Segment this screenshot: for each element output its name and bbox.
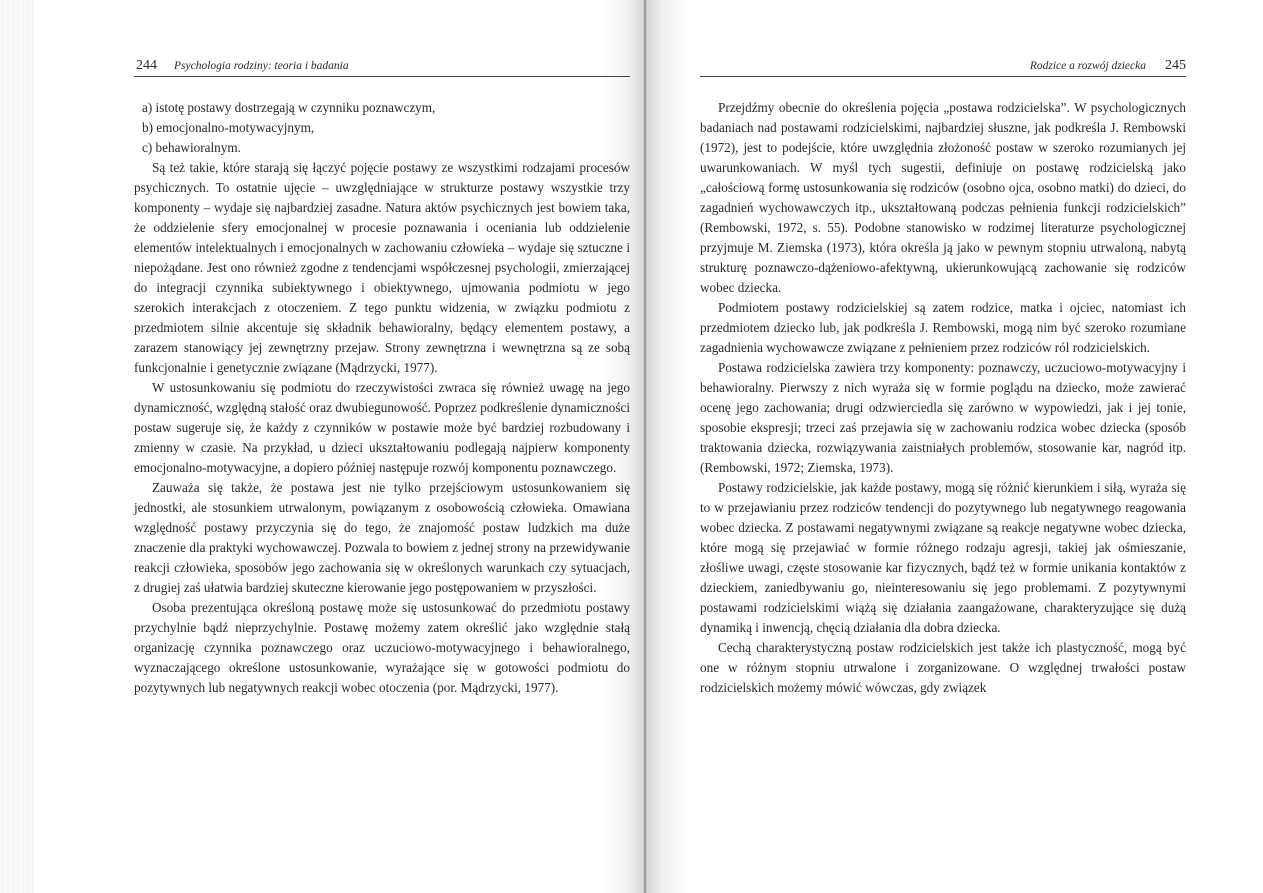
left-running-head	[134, 58, 630, 77]
left-paragraph-4: Osoba prezentująca określoną postawę może się ustosunkować do przedmiotu postawy przychylnie bądź nieprzychylnie. Postawę możemy zatem określić jako względnie stałą organizację czynnika poznawczego oraz uczuciowo-motywacyjnego i behawioralnego, wyznaczającego określone ustosunkowanie, wyrażające się w gotowości podmiotu do pozytywnych lub negatywnych reakcji wobec otoczenia (por. Mądrzycki, 1977).	[134, 600, 630, 695]
right-page-number: 245	[1165, 58, 1186, 73]
left-page-number: 244	[136, 58, 157, 73]
right-paragraph-1: Przejdźmy obecnie do określenia pojęcia „postawa rodzicielska”. W psychologicznych badaniach nad postawami rodzicielskimi, najbardziej słuszne, jak podkreśla J. Rembowski (1972), jest to podejście, które uwzględnia złożoność postaw w szeroko rozumianych jej uwarunkowaniach. W myśl tych sugestii, definiuje on postawę rodzicielską jako „całościową formę ustosunkowania się rodziców (osobno ojca, osobno matki) do dzieci, do zagadnień wychowawczych itp., ukształtowaną podczas pełnienia funkcji rodzicielskich” (Rembowski, 1972, s. 55). Podobne stanowisko w rodzimej literaturze psychologicznej przyjmuje M. Ziemska (1973), która określa ją jako w pewnym stopniu utrwaloną, nabytą strukturę poznawczo-dążeniowo-afektywną, ukierunkowującą zachowanie się rodziców wobec dziecka.	[700, 100, 1186, 295]
right-paragraph-2: Podmiotem postawy rodzicielskiej są zatem rodzice, matka i ojciec, natomiast ich przedmiotem dziecko lub, jak podkreśla J. Rembowski, mogą nim być szeroko rozumiane zagadnienia wychowawcze związane z pełnieniem przez rodziców ról rodzicielskich.	[700, 300, 1186, 355]
right-running-head	[700, 58, 1186, 77]
left-paragraph-2: W ustosunkowaniu się podmiotu do rzeczywistości zwraca się również uwagę na jego dynamiczność, względną stałość oraz dwubiegunowość. Poprzez podkreślenie dynamiczności postaw sugeruje się, że każdy z czynników w postawie może być bardziej rozbudowany i zmienny w czasie. Na przykład, u dzieci ukształtowaniu podlegają najpierw komponenty emocjonalno-motywacyjne, a dopiero później następuje rozwój komponentu poznawczego.	[134, 380, 630, 475]
right-paragraph-5: Cechą charakterystyczną postaw rodzicielskich jest także ich plastyczność, mogą być one w różnym stopniu utrwalone i zorganizowane. O względnej trwałości postaw rodzicielskich możemy mówić wówczas, gdy związek	[700, 640, 1186, 695]
right-body-text	[700, 98, 1186, 698]
right-paragraph-4: Postawy rodzicielskie, jak każde postawy, mogą się różnić kierunkiem i siłą, wyraża się to w przejawianiu przez rodziców tendencji do pozytywnego lub negatywnego reagowania wobec dziecka. Z postawami negatywnymi związane są reakcje negatywne wobec dziecka, które mogą się przejawiać w formie różnego rodzaju agresji, takiej jak ośmieszanie, złośliwe uwagi, częste stosowanie kar fizycznych, bądź też w formie unikania kontaktów z dzieckiem, zaniedbywaniu go, nieinteresowaniu się jego problemami. Z pozytywnymi postawami rodzicielskimi wiążą się działania zaangażowane, charakteryzujące się dużą dynamiką i inwencją, chęcią działania dla dobra dziecka.	[700, 480, 1186, 635]
right-running-title: Rodzice a rozwój dziecka	[1029, 60, 1146, 72]
list-item-b: b) emocjonalno-motywacyjnym,	[142, 120, 315, 135]
right-paragraph-3: Postawa rodzicielska zawiera trzy komponenty: poznawczy, uczuciowo-motywacyjny i behawioralny. Pierwszy z nich wyraża się w formie poglądu na dziecko, może zawierać ocenę jego zachowania; drugi odzwierciedla się zarówno w wypowiedzi, jak i jej tonie, sposobie ekspresji; trzeci zaś przejawia się w zachowaniu rodzica wobec dziecka (sposób traktowania dziecka, rozwiązywania zaistniałych problemów, stosowanie kar, nagród itp. (Rembowski, 1972; Ziemska, 1973).	[700, 360, 1186, 475]
left-paragraph-3: Zauważa się także, że postawa jest nie tylko przejściowym ustosunkowaniem się jednostki, ale stosunkiem utrwalonym, powiązanym z osobowością człowieka. Omawiana względność postawy przyczynia się do tego, że znajomość postaw ludzkich ma duże znaczenie dla praktyki wychowawczej. Pozwala to bowiem z jednej strony na przewidywanie reakcji człowieka, sposobów jego zachowania się w określonych warunkach czy sytuacjach, z drugiej zaś ułatwia bardziej skuteczne kierowanie jego postępowaniem w przyszłości.	[134, 480, 630, 595]
scan-edge-left	[0, 0, 34, 893]
list-item-a: a) istotę postawy dostrzegają w czynniku poznawczym,	[142, 100, 436, 115]
left-body-text	[134, 98, 630, 698]
left-running-title: Psychologia rodziny: teoria i badania	[174, 60, 349, 72]
left-paragraph-1: Są też takie, które starają się łączyć pojęcie postawy ze wszystkimi rodzajami procesów psychicznych. To ostatnie ujęcie – uwzględniające w strukturze postawy wszystkie trzy komponenty – wydaje się najbardziej zasadne. Natura aktów psychicznych jest bowiem taka, że oddzielenie sfery emocjonalnej w procesie poznawania i oceniania lub oddzielenie elementów intelektualnych i emocjonalnych w zachowaniu człowieka – wydaje się sztuczne i niepożądane. Jest ono również zgodne z tendencjami współczesnej psychologii, zmierzającej do integracji czynnika subiektywnego i obiektywnego, ujmowania podmiotu w jego szerokich interakcjach z otoczeniem. Z tego punktu widzenia, w związku podmiotu z przedmiotem silnie akcentuje się składnik behawioralny, będący elementem postawy, a zarazem stanowiący jej zewnętrzny przejaw. Strony zewnętrzna i wewnętrzna są ze sobą funkcjonalnie i genetycznie związane (Mądrzycki, 1977).	[134, 160, 630, 375]
list-item-c: c) behawioralnym.	[142, 140, 241, 155]
